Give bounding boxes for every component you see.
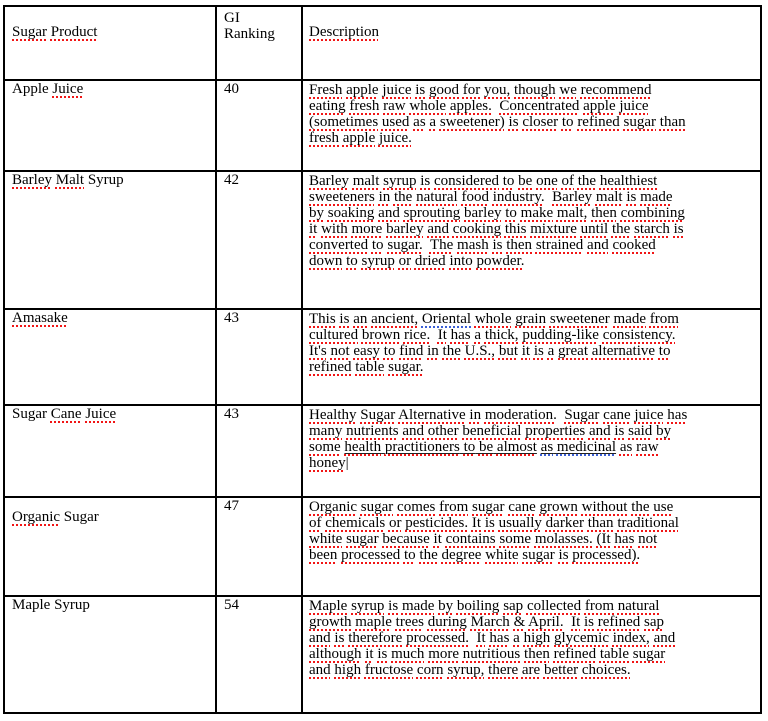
table-row xyxy=(4,497,761,596)
description-cell: Healthy Sugar Alternative in moderation. Sugar cane juice has many nutrients and other beneficial properties and is said by some health practitioners to be almost as medicinal as raw honey| xyxy=(302,405,761,497)
gi-cell: 43 xyxy=(216,405,302,497)
description-cell: Organic sugar comes from sugar cane grown without the use of chemicals or pesticides. It is usually darker than traditional white sugar because it contains some molasses. (It has not been processed to the degree white sugar is processed). xyxy=(302,497,761,596)
gi-cell: 54 xyxy=(216,596,302,713)
product-cell: Barley Malt Syrup xyxy=(4,171,216,309)
description-cell: Maple syrup is made by boiling sap collected from natural growth maple trees during March & April. It is refined sap and is therefore processed. It has a high glycemic index, and although it is much more nutritious then refined table sugar and high fructose corn syrup, there are better choices. xyxy=(302,596,761,713)
table-row xyxy=(4,80,761,171)
product-cell: Amasake xyxy=(4,309,216,405)
product-cell: Apple Juice xyxy=(4,80,216,171)
description-cell: Fresh apple juice is good for you, though we recommend eating fresh raw whole apples. Concentrated apple juice (sometimes used as a sweetener) is closer to refined sugar than fresh apple juice. xyxy=(302,80,761,171)
gi-cell: 47 xyxy=(216,497,302,596)
table-row xyxy=(4,309,761,405)
product-cell: Maple Syrup xyxy=(4,596,216,713)
table-row xyxy=(4,405,761,497)
header-sugar-product: Sugar Product xyxy=(4,6,216,80)
table-header-row xyxy=(4,6,761,80)
gi-cell: 43 xyxy=(216,309,302,405)
product-cell: Organic Sugar xyxy=(4,497,216,596)
product-cell: Sugar Cane Juice xyxy=(4,405,216,497)
header-gi-ranking: GI Ranking xyxy=(216,6,302,80)
gi-cell: 40 xyxy=(216,80,302,171)
description-cell: Barley malt syrup is considered to be one of the healthiest sweeteners in the natural food industry. Barley malt is made by soaking and sprouting barley to make malt, then combining it with more barley and cooking this mixture until the starch is converted to sugar. The mash is then strained and cooked down to syrup or dried into powder. xyxy=(302,171,761,309)
gi-cell: 42 xyxy=(216,171,302,309)
description-cell: This is an ancient, Oriental whole grain sweetener made from cultured brown rice. It has a thick, pudding-like consistency. It's not easy to find in the U.S., but it is a great alternative to refined table sugar. xyxy=(302,309,761,405)
table-row xyxy=(4,171,761,309)
table-row xyxy=(4,596,761,713)
sugar-gi-table xyxy=(3,5,762,714)
header-description: Description xyxy=(302,6,761,80)
